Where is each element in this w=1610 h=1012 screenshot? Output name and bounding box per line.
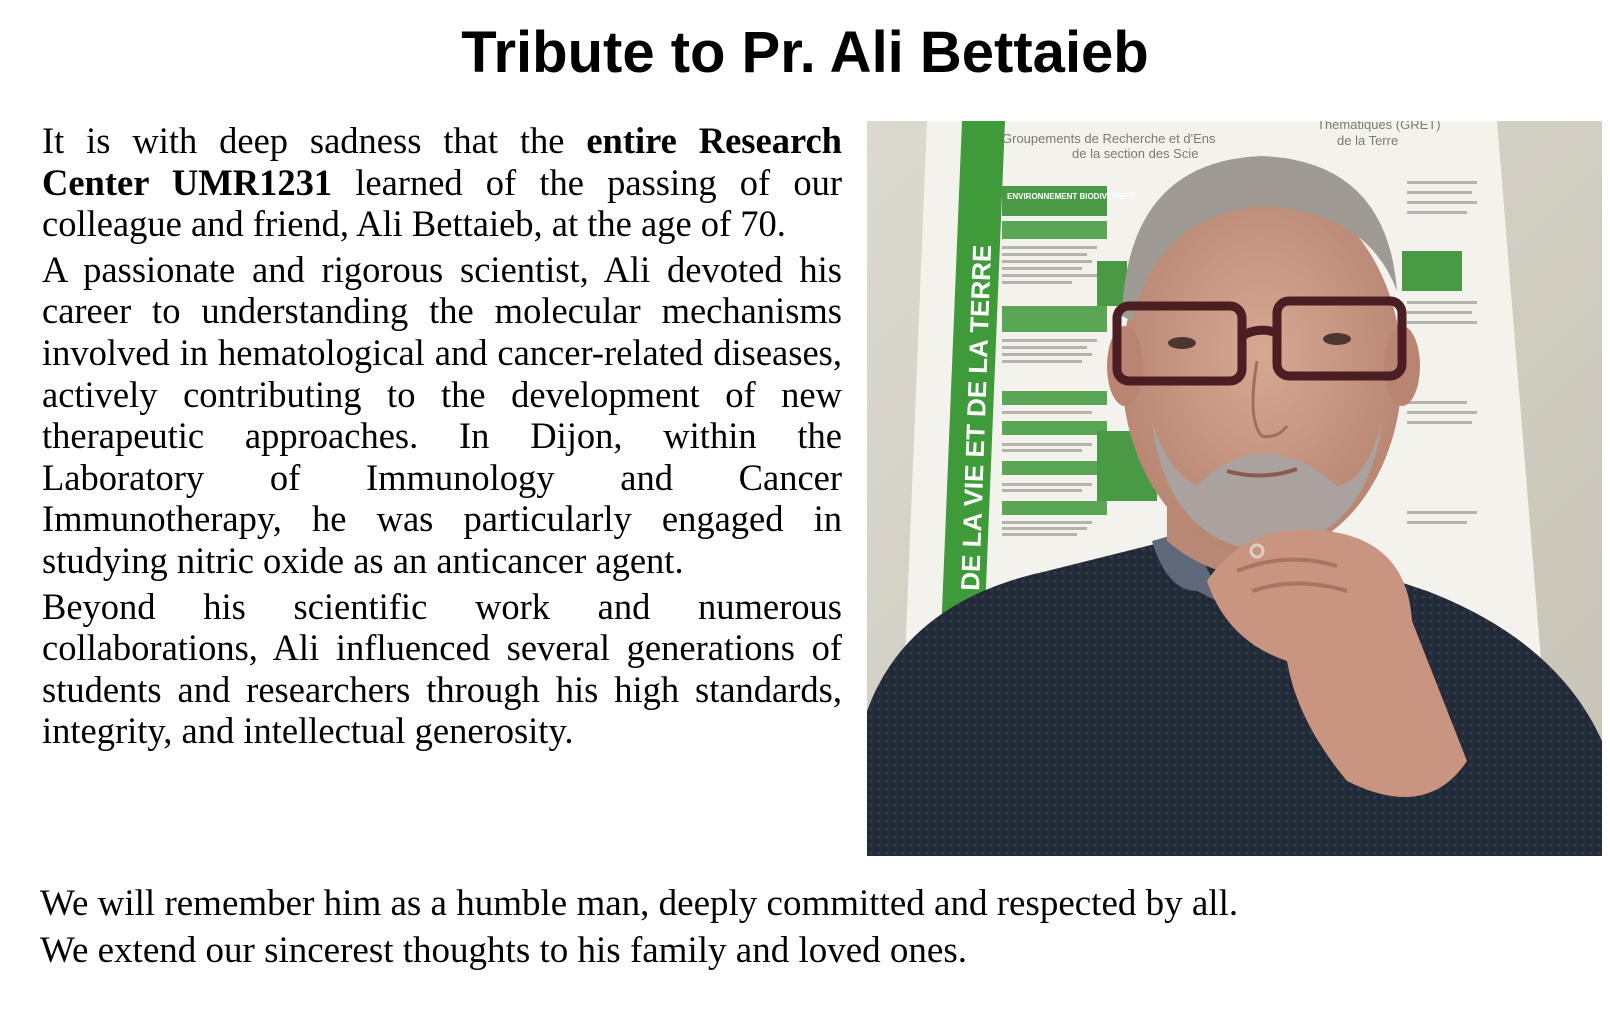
paragraph-intro — [42, 120, 842, 245]
tribute-body — [42, 120, 842, 756]
poster-subheading: de la section des Scie — [1072, 146, 1199, 161]
page-title: Tribute to Pr. Ali Bettaieb — [461, 20, 1149, 85]
poster-heading-right: Thématiques (GRET) — [1317, 121, 1441, 132]
paragraph-career: A passionate and rigorous scientist, Ali devoted his career to understanding the molecular mechanisms involved in hematological and cancer-related diseases, actively contributing to the development of new therapeutic approaches. In Dijon, within the Laboratory of Immunology and Cancer Immunotherapy, he was particularly engaged in studying nitric oxide as an anticancer agent. — [42, 248, 842, 581]
portrait-photo — [867, 121, 1602, 856]
paragraph-legacy: Beyond his scientific work and numerous collaborations, Ali influenced several generations of students and researchers through his high standards, integrity, and intellectual generosity. — [42, 585, 842, 752]
poster-box-label: ENVIRONNEMENT BIODIVERSITÉ — [1007, 192, 1136, 201]
poster-subheading-right: de la Terre — [1337, 133, 1399, 148]
poster-heading: Groupements de Recherche et d'Ens — [1002, 131, 1216, 146]
research-center-name: entire Research Center UMR1231 — [42, 120, 842, 203]
intro-text-end: learned of the passing of our colleague and friend, Ali Bettaieb, at the age of 70. — [42, 161, 842, 245]
closing-line-2: We extend our sincerest thoughts to his family and loved ones. — [40, 930, 967, 971]
closing-line-1: We will remember him as a humble man, deeply committed and respected by all. — [40, 883, 1239, 924]
closing-remarks — [40, 880, 1580, 974]
banner-text: DE LA VIE ET DE LA TERRE — [955, 244, 998, 592]
intro-text-start: It is with deep sadness that the — [42, 120, 587, 161]
